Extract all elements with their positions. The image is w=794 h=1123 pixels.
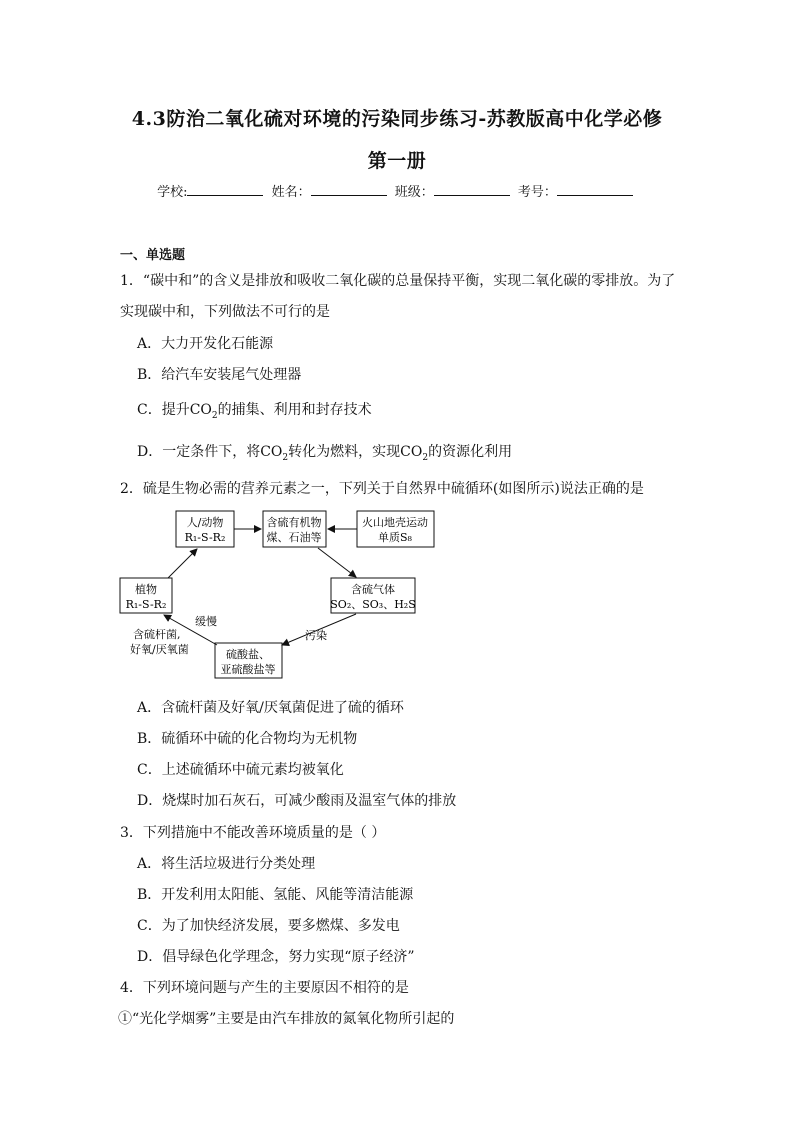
box-gas-line2: SO₂、SO₃、H₂S [330,598,416,611]
box-organic-line1: 含硫有机物 [266,516,322,529]
q4-item1-text: “光化学烟雾”主要是由汽车排放的氮氧化物所引起的 [132,1011,455,1027]
q3-option-a: A．将生活垃圾进行分类处理 [137,856,316,872]
q2-option-c: C．上述硫循环中硫元素均被氧化 [137,762,344,778]
label-pollution: 污染 [305,629,327,642]
school-blank[interactable] [187,183,263,196]
q3-option-c: C．为了加快经济发展，要多燃煤、多发电 [137,918,400,934]
q1-option-c-sub: 2 [211,410,218,421]
exam-no-label: 考号： [517,185,557,200]
q4-item1 [118,1008,454,1028]
q1-option-c [137,399,372,421]
q4-item1-mark: ① [118,1011,132,1027]
label-bacteria-line1: 含硫杆菌, [133,628,181,641]
label-bacteria-line2: 好氧/厌氧菌 [130,643,189,656]
q1-option-d-sub1: 2 [282,452,289,463]
box-volcano-line1: 火山地壳运动 [362,516,428,529]
sulfur-cycle-diagram [0,508,794,698]
box-animal-line1: 人/动物 [186,516,224,529]
school-label: 学校: [157,185,188,200]
q1-text-line2: 实现碳中和，下列做法不可行的是 [120,304,330,320]
label-slow: 缓慢 [195,615,217,628]
arrow-plant-to-animal [168,549,197,578]
name-blank[interactable] [311,183,387,196]
box-salt-line2: 亚硫酸盐等 [220,663,276,676]
student-info-row [0,181,794,200]
class-blank[interactable] [434,183,510,196]
q2-option-a: A．含硫杆菌及好氧/厌氧菌促进了硫的循环 [137,700,404,716]
q1-option-d-post: 的资源化利用 [428,444,513,460]
document-title-line2: 第一册 [367,150,427,172]
box-volcano-line2: 单质S₈ [378,531,412,544]
arrow-organic-to-gas [318,548,356,577]
q3-option-d: D．倡导绿色化学理念，努力实现“原子经济” [137,949,415,965]
q1-option-b: B．给汽车安装尾气处理器 [137,367,302,383]
q1-option-c-post: 的捕集、利用和封存技术 [217,402,372,418]
q1-option-a: A．大力开发化石能源 [137,336,274,352]
box-animal-line2: R₁-S-R₂ [184,531,226,544]
q1-option-d-mid: 转化为燃料，实现CO [288,444,423,460]
document-title-line1: 4.3防治二氧化硫对环境的污染同步练习-苏教版高中化学必修 [131,108,663,130]
exam-no-blank[interactable] [557,183,633,196]
q1-option-d-sub2: 2 [422,452,429,463]
box-plant-line1: 植物 [135,583,157,596]
box-plant-line2: R₁-S-R₂ [125,598,167,611]
section-heading: 一、单选题 [120,248,186,263]
q3-text: 3．下列措施中不能改善环境质量的是（ ） [120,825,386,841]
q3-option-b: B．开发利用太阳能、氢能、风能等清洁能源 [137,887,414,903]
q1-option-d [137,441,512,463]
box-salt-line1: 硫酸盐、 [226,648,270,661]
box-gas-line1: 含硫气体 [351,583,395,596]
q2-option-b: B．硫循环中硫的化合物均为无机物 [137,731,358,747]
q2-text: 2．硫是生物必需的营养元素之一，下列关于自然界中硫循环(如图所示)说法正确的是 [120,481,644,497]
q1-text-line1: 1．“碳中和”的含义是排放和吸收二氧化碳的总量保持平衡，实现二氧化碳的零排放。为了 [120,273,676,289]
q2-option-d: D．烧煤时加石灰石，可减少酸雨及温室气体的排放 [137,793,457,809]
q1-option-d-pre: D．一定条件下，将CO [137,444,283,460]
q1-option-c-pre: C．提升CO [137,402,212,418]
class-label: 班级： [394,185,434,200]
name-label: 姓名： [271,185,311,200]
box-organic-line2: 煤、石油等 [266,531,322,544]
q4-text: 4．下列环境问题与产生的主要原因不相符的是 [120,980,409,996]
